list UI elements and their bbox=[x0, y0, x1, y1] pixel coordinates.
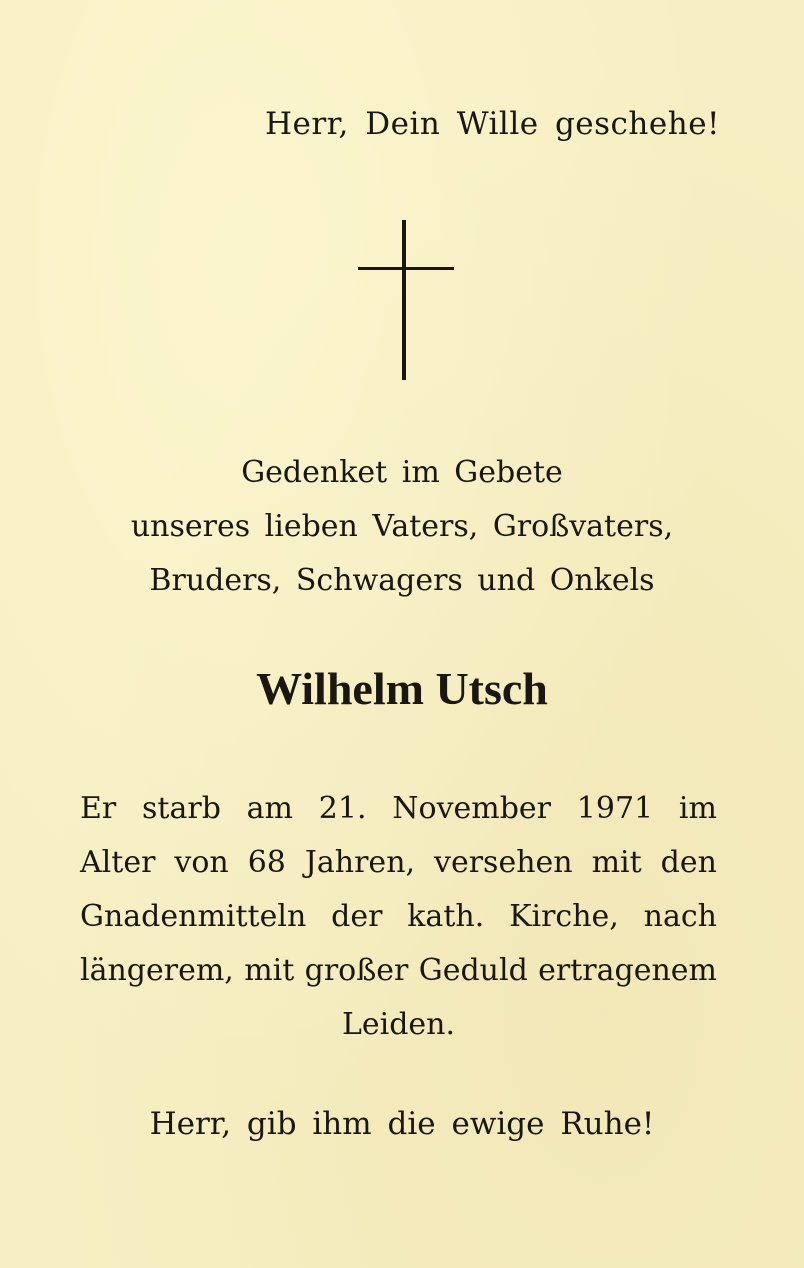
word: Gnadenmitteln bbox=[80, 899, 307, 934]
text-line-3 bbox=[80, 890, 717, 944]
word: mit bbox=[244, 953, 295, 988]
deceased-name: Wilhelm Utsch bbox=[256, 663, 548, 714]
motto-bottom: Herr, gib ihm die ewige Ruhe! bbox=[149, 1106, 655, 1142]
text-line-1 bbox=[80, 782, 717, 836]
text-line-2 bbox=[80, 836, 717, 890]
word: Kirche, bbox=[509, 899, 619, 934]
word: 68 bbox=[247, 845, 286, 880]
intro-line-3: Bruders, Schwagers und Onkels bbox=[149, 563, 655, 598]
intro-line-2: unseres lieben Vaters, Großvaters, bbox=[130, 509, 674, 544]
word: Geduld bbox=[418, 953, 528, 988]
cross-icon bbox=[358, 220, 454, 380]
motto-top: Herr, Dein Wille geschehe! bbox=[264, 106, 720, 142]
word: im bbox=[678, 791, 717, 826]
word: längerem, bbox=[80, 953, 234, 988]
text-line-5: Leiden. bbox=[341, 1007, 456, 1042]
intro-line-1: Gedenket im Gebete bbox=[241, 455, 563, 490]
word: kath. bbox=[407, 899, 485, 934]
cross-horizontal-bar bbox=[358, 267, 454, 270]
death-notice-text bbox=[80, 782, 717, 1052]
word: Jahren, bbox=[304, 845, 416, 880]
word: Alter bbox=[80, 845, 156, 880]
word: mit bbox=[591, 845, 642, 880]
word: ertragenem bbox=[538, 953, 717, 988]
word: den bbox=[660, 845, 717, 880]
word: 21. bbox=[318, 791, 367, 826]
intro-text bbox=[0, 446, 804, 608]
word: versehen bbox=[434, 845, 573, 880]
word: am bbox=[246, 791, 294, 826]
word: der bbox=[331, 899, 383, 934]
word: 1971 bbox=[576, 791, 654, 826]
word: von bbox=[174, 845, 229, 880]
word: November bbox=[392, 791, 552, 826]
text-line-4 bbox=[80, 944, 717, 998]
cross-vertical-bar bbox=[402, 220, 406, 380]
word: großer bbox=[304, 953, 409, 988]
word: nach bbox=[643, 899, 717, 934]
word: Er bbox=[80, 791, 117, 826]
word: starb bbox=[142, 791, 221, 826]
